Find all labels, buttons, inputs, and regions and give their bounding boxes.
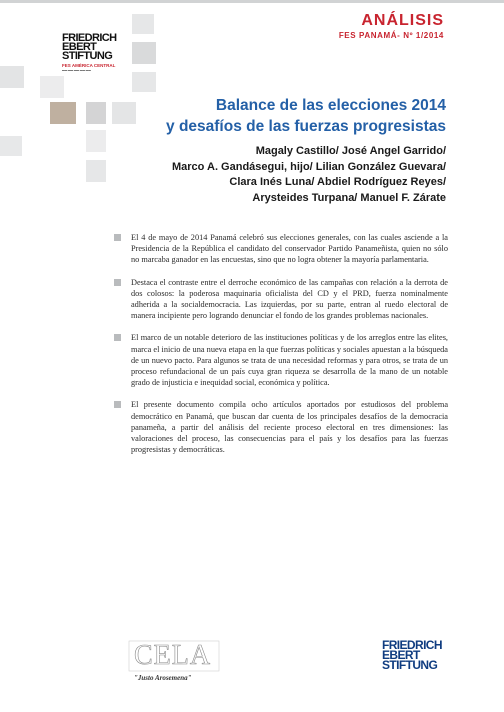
authors-line-2: Marco A. Gandásegui, hijo/ Lilian González Guevara/ — [171, 160, 446, 173]
fes-logo-countries: ▬▬ ▬▬ ▬▬ ▬▬ ▬▬ — [62, 69, 91, 72]
series-number: FES PANAMÁ- Nº 1/2014 — [338, 31, 444, 40]
square-bullet-icon — [114, 401, 121, 408]
paragraph — [114, 277, 448, 322]
fes-logo-bottom — [382, 640, 452, 670]
paragraph-text: El presente documento compila ocho artículos aportados por estudiosos del problema democrático en Panamá, que buscan dar cuenta de los principales desafíos de la democracia panameña, a partir del análisis del reciente proceso electoral en tres dimensiones: las valoraciones del proceso, las consecuencias para el país y los desafíos para las fuerzas progresistas y democráticas. — [131, 400, 448, 455]
fes-logo-region: FES AMÉRICA CENTRAL — [62, 63, 116, 68]
paragraph — [114, 232, 448, 266]
cela-logo-text: CELA — [134, 640, 212, 671]
fes-bottom-line2: EBERT — [382, 648, 420, 662]
fes-bottom-line3: STIFTUNG — [382, 658, 438, 672]
paragraph — [114, 399, 448, 455]
title-line-2: y desafíos de las fuerzas progresistas — [166, 118, 446, 135]
paragraph — [114, 332, 448, 388]
paragraph-text: El marco de un notable deterioro de las instituciones políticas y de los arreglos entre las elites, marca el inicio de una nueva etapa en la que fuerzas políticas y sociales apuestan a la búsqueda de un nuevo pacto. Para algunos se trata de una necesidad reformas y para otros, se trata de un proceso refundacional de un país cuya gran riqueza se desarrolla de la mano de un notable grado de injusticia e inequidad social, económica y política. — [131, 333, 448, 388]
paragraph-text: El 4 de mayo de 2014 Panamá celebró sus elecciones generales, con las cuales asciende a la Presidencia de la República el candidato del conservador Partido Panameñista, quien no sólo no marcaba ganador en las encuestas, sino que no logra obtener la mayoría parlamentaria. — [131, 233, 448, 265]
title-line-1: Balance de las elecciones 2014 — [215, 97, 446, 114]
document-title — [150, 95, 446, 137]
paragraph-text: Destaca el contraste entre el derroche económico de las campañas con relación a la derrota de dos colosos: la poderosa maquinaria oficialista del CD y el PRD, fuerza nominalmente adherida a la socialdemocracia. Las izquierdas, por su parte, entran al ruedo electoral de manera incipiente pero logrando denunciar el fondo de los grandes problemas nacionales. — [131, 277, 448, 321]
square-bullet-icon — [114, 334, 121, 341]
authors-line-4: Arysteides Turpana/ Manuel F. Zárate — [252, 191, 446, 204]
authors-line-1: Magaly Castillo/ José Angel Garrido/ — [255, 145, 446, 157]
cela-logo — [128, 640, 220, 700]
cela-logo-subtitle: "Justo Arosemena" — [134, 674, 192, 682]
fes-logo-line2: EBERT — [62, 41, 97, 53]
authors-line-3: Clara Inés Luna/ Abdiel Rodríguez Reyes/ — [229, 176, 446, 188]
fes-logo-line3: STIFTUNG — [62, 50, 113, 62]
abstract-body — [114, 232, 448, 466]
authors-block — [130, 144, 446, 206]
square-bullet-icon — [114, 279, 121, 286]
series-header — [339, 13, 444, 40]
fes-logo-line1: FRIEDRICH — [62, 32, 117, 44]
square-bullet-icon — [114, 234, 121, 241]
fes-bottom-line1: FRIEDRICH — [382, 638, 442, 652]
series-title: ANÁLISIS — [361, 12, 444, 29]
